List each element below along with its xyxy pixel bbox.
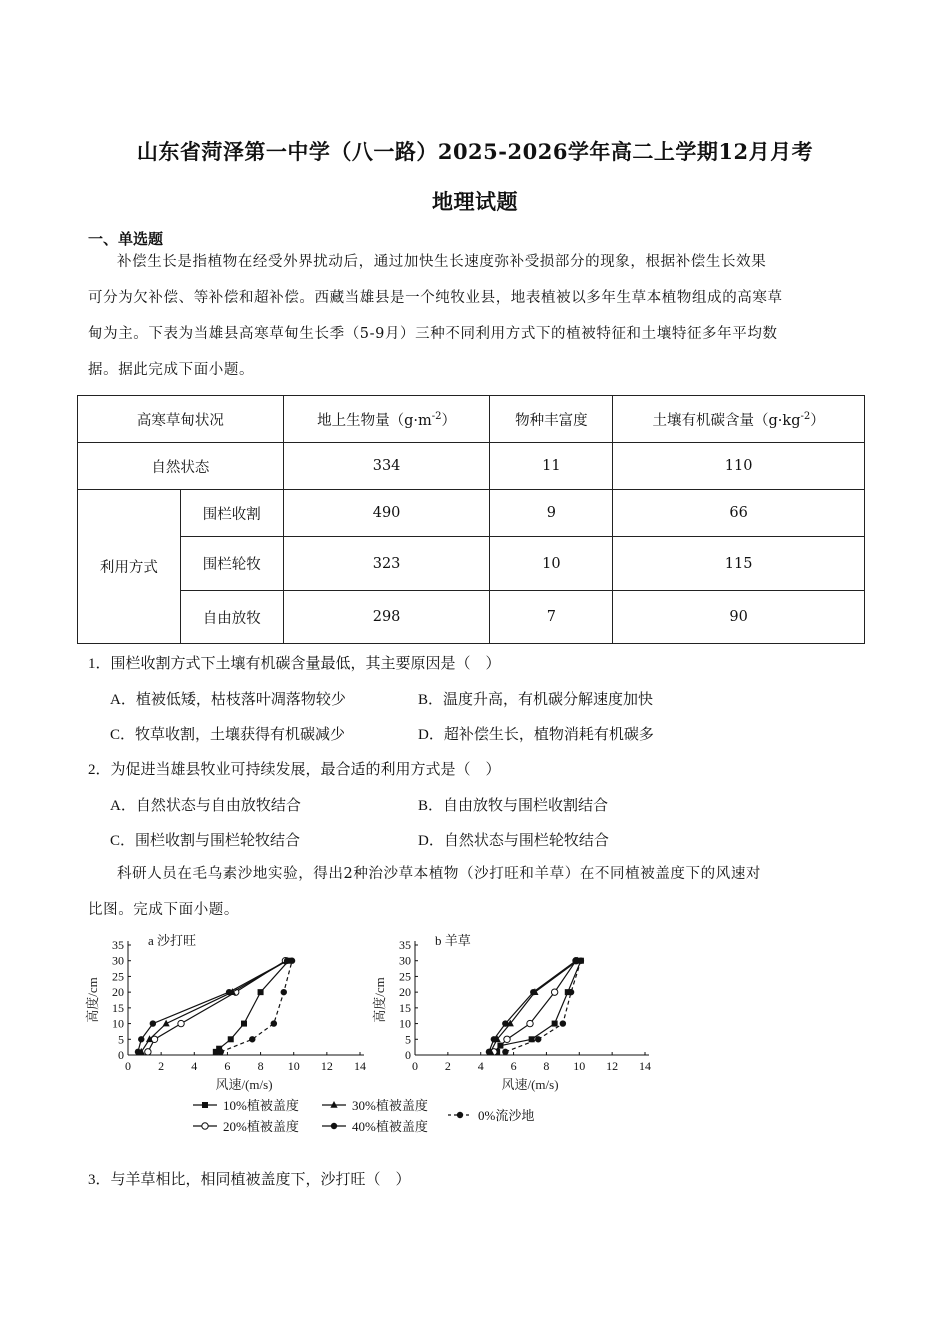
y-axis-title: 高度/cm [372,977,387,1023]
table-cell: 66 [613,490,865,537]
table-cell: 7 [490,591,613,644]
table-row [78,537,865,591]
chart-point-filled [271,1020,277,1026]
legend-label: 0%流沙地 [478,1108,535,1123]
table-cell: 自然状态 [78,443,284,490]
table-cell: 110 [613,443,865,490]
chart-point-filled [502,1020,508,1026]
table-header-cell: 高寒草甸状况 [78,396,284,443]
x-tick-label: 2 [444,1059,451,1073]
question-2-option-b[interactable]: B．自由放牧与围栏收割结合 [418,798,609,814]
x-axis-title: 风速/(m/s) [501,1077,559,1092]
x-tick-label: 4 [191,1059,198,1073]
x-tick-label: 4 [477,1059,484,1073]
x-tick-label: 12 [606,1059,619,1073]
y-tick-label: 10 [112,1016,124,1031]
chart-point-filled [530,989,536,995]
table-cell: 115 [613,537,865,591]
x-tick-label: 10 [287,1059,300,1073]
y-tick-label: 25 [112,969,124,984]
x-tick-label: 10 [573,1059,586,1073]
chart-point-square [552,1021,558,1027]
table-cell: 围栏轮牧 [180,537,283,591]
x-tick-label: 0 [412,1059,418,1073]
chart-legend [193,1098,534,1134]
y-tick-label: 30 [399,953,411,968]
chart-point-filled [486,1049,492,1055]
chart-point-square [202,1102,208,1108]
table-cell: 利用方式 [78,490,181,644]
table-header-row [78,396,865,443]
table-row [78,490,865,537]
table-cell: 490 [283,490,490,537]
y-tick-label: 15 [399,1000,411,1015]
chart-point-open [551,989,557,995]
table-header-cell: 土壤有机碳含量$(g\cdot kg^{-2})$ [613,396,865,443]
chart-title: a 沙打旺 [148,933,197,948]
passage-1-line: 据。据此完成下面小题。 [88,362,255,378]
chart-point-filled [560,1020,566,1026]
x-tick-label: 14 [354,1059,366,1073]
x-tick-label: 2 [158,1059,165,1073]
x-tick-label: 0 [125,1059,131,1073]
table-header-cell: 地上生物量$(g\cdot m^{-2})$ [283,396,490,443]
section-heading: 一、单选题 [88,230,164,248]
y-tick-label: 35 [399,938,411,952]
passage-1-line: 甸为主。下表为当雄县高寒草甸生长季（5-9月）三种不同利用方式下的植被特征和土壤特征多年平均数 [88,326,778,342]
table-cell: 323 [283,537,490,591]
series-line [141,961,287,1052]
chart-point-filled [568,989,574,995]
table-header-cell: 物种丰富度 [490,396,613,443]
x-tick-label: 8 [543,1059,550,1073]
chart-point-open [504,1036,510,1042]
chart-point-filled [331,1123,337,1129]
chart-point-filled [249,1036,255,1042]
passage-2-line: 比图。完成下面小题。 [88,902,239,918]
y-tick-label: 5 [405,1032,411,1047]
passage-1-line: 可分为欠补偿、等补偿和超补偿。西藏当雄县是一个纯牧业县，地表植被以多年生草本植物组成的高寒草 [88,290,783,306]
chart-point-open [178,1020,184,1026]
chart-point-square [241,1021,247,1027]
table-cell: 自由放牧 [180,591,283,644]
chart-point-filled [578,958,584,964]
passage-2-line: 科研人员在毛乌素沙地实验，得出2种治沙草本植物（沙打旺和羊草）在不同植被盖度下的风速对 [117,866,762,882]
data-table [77,395,865,644]
question-2-stem: 2．为促进当雄县牧业可持续发展，最合适的利用方式是（ ） [88,762,501,778]
chart-panel-a [85,933,366,1092]
wind-speed-charts [0,925,950,1145]
table-cell: 334 [283,443,490,490]
legend-label: 20%植被盖度 [223,1119,299,1134]
legend-label: 30%植被盖度 [352,1098,428,1113]
chart-title: b 羊草 [435,933,471,948]
chart-point-filled [138,1036,144,1042]
y-tick-label: 15 [112,1000,124,1015]
question-2-option-d[interactable]: D．自然状态与围栏轮牧结合 [418,833,609,849]
question-2-option-c[interactable]: C．围栏收割与围栏轮牧结合 [110,833,301,849]
passage-2 [88,856,858,928]
chart-point-filled [289,958,295,964]
chart-point-open [527,1020,533,1026]
chart-panel-b [372,933,651,1092]
table-cell: 围栏收割 [180,490,283,537]
table-cell: 10 [490,537,613,591]
question-3-stem: 3．与羊草相比，相同植被盖度下，沙打旺（ ） [88,1172,411,1188]
x-tick-label: 8 [257,1059,264,1073]
passage-1-line: 补偿生长是指植物在经受外界扰动后，通过加快生长速度弥补受损部分的现象，根据补偿生长效果 [117,254,767,270]
question-1-stem: 1．围栏收割方式下土壤有机碳含量最低，其主要原因是（ ） [88,656,501,672]
x-tick-label: 6 [510,1059,517,1073]
series-line [148,961,286,1052]
question-1-option-c[interactable]: C．牧草收割，土壤获得有机碳减少 [110,727,346,743]
table-cell: 90 [613,591,865,644]
chart-point-square [258,989,264,995]
question-1-option-b[interactable]: B．温度升高，有机碳分解速度加快 [418,692,654,708]
chart-point-filled [491,1036,497,1042]
y-tick-label: 5 [118,1032,124,1047]
chart-point-square [228,1036,234,1042]
chart-point-filled [535,1036,541,1042]
x-axis-title: 风速/(m/s) [215,1077,273,1092]
chart-point-filled [281,989,287,995]
y-tick-label: 10 [399,1016,411,1031]
table-cell: 9 [490,490,613,537]
chart-point-filled [502,1049,508,1055]
chart-point-open [145,1049,151,1055]
legend-label: 10%植被盖度 [223,1098,299,1113]
x-tick-label: 6 [224,1059,231,1073]
x-tick-label: 14 [639,1059,651,1073]
question-1-option-a[interactable]: A．植被低矮，枯枝落叶凋落物较少 [110,692,346,708]
table-row [78,443,865,490]
question-2-option-a[interactable]: A．自然状态与自由放牧结合 [110,798,301,814]
question-1-option-d[interactable]: D．超补偿生长，植物消耗有机碳多 [418,727,654,743]
chart-point-filled [226,989,232,995]
chart-point-filled [457,1112,463,1118]
legend-label: 40%植被盖度 [352,1119,428,1134]
chart-point-filled [150,1020,156,1026]
y-tick-label: 30 [112,953,124,968]
table-row [78,591,865,644]
y-tick-label: 35 [112,938,124,952]
y-tick-label: 0 [405,1048,411,1062]
chart-point-filled [218,1049,224,1055]
table-cell: 11 [490,443,613,490]
y-axis-title: 高度/cm [85,977,100,1023]
page-subtitle: 地理试题 [432,189,518,214]
y-tick-label: 25 [399,969,411,984]
y-tick-label: 20 [112,985,124,1000]
y-tick-label: 20 [399,985,411,1000]
chart-point-open [202,1123,208,1129]
passage-1 [88,244,858,388]
chart-point-filled [135,1049,141,1055]
page-title: 山东省菏泽第一中学（八一路）2025-2026学年高二上学期12月月考 [136,139,814,164]
x-tick-label: 12 [320,1059,333,1073]
table-cell: 298 [283,591,490,644]
y-tick-label: 0 [118,1048,124,1062]
